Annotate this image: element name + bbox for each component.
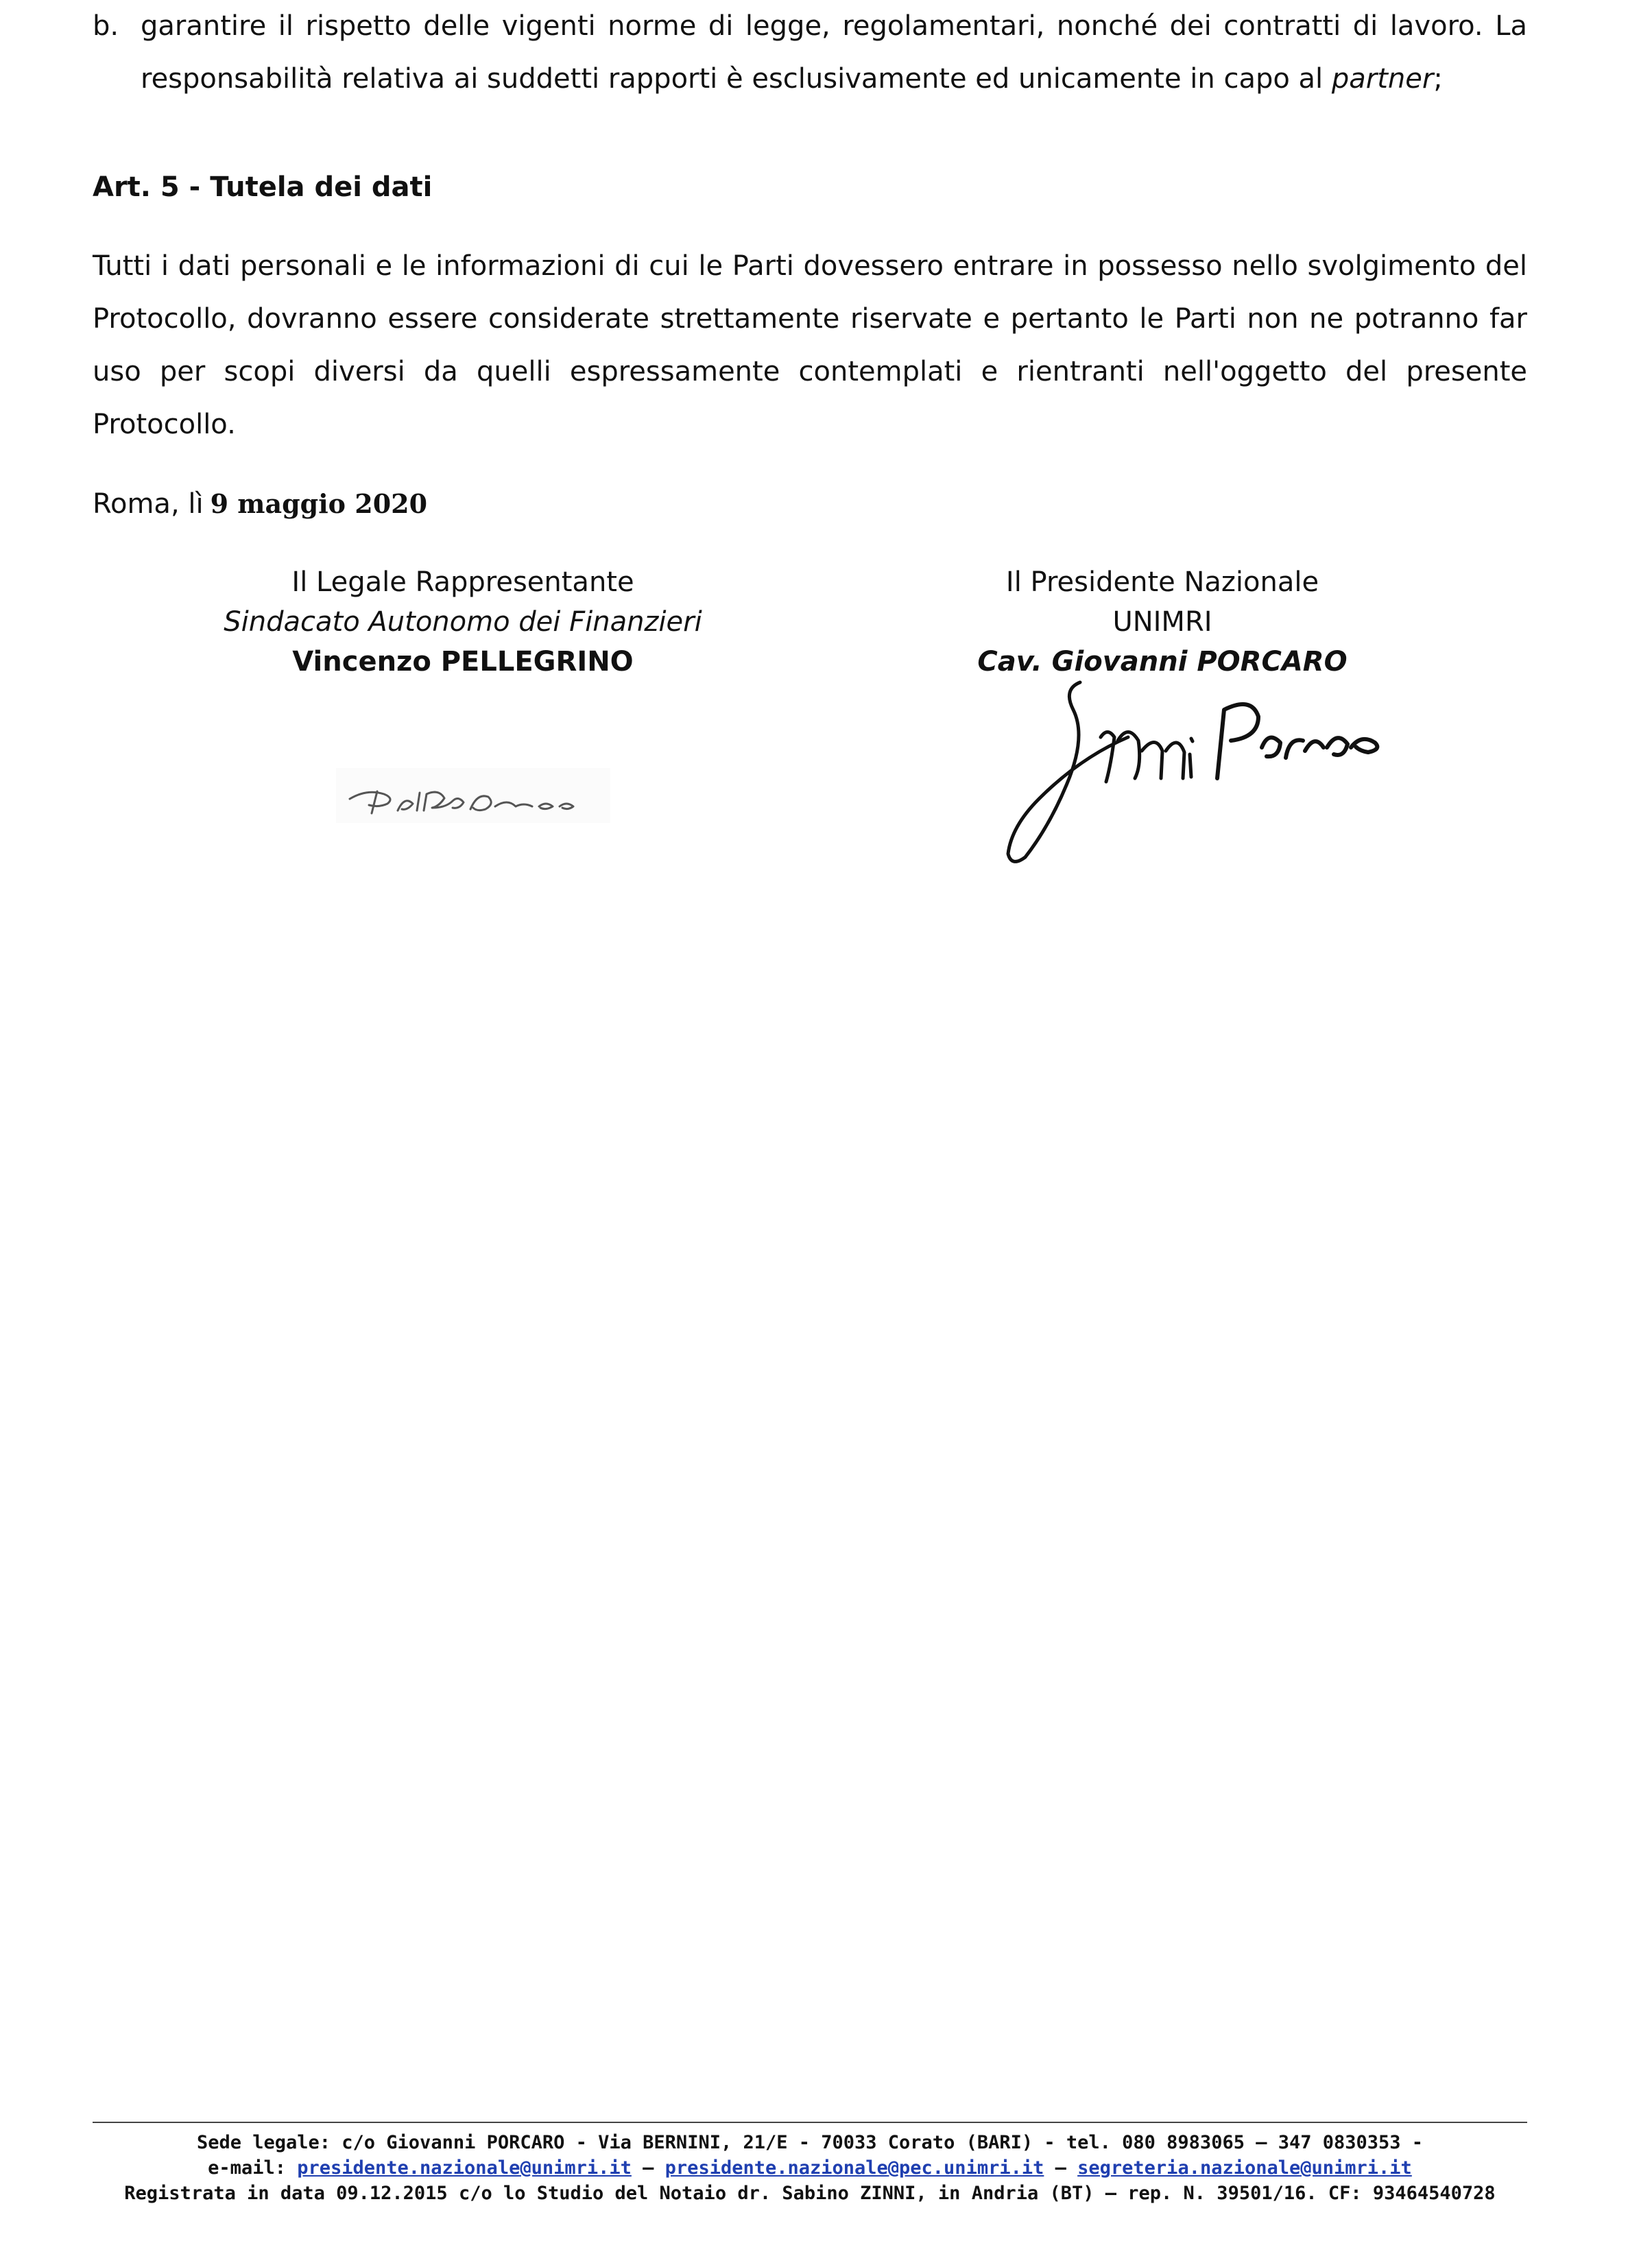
email-link-pec[interactable]: presidente.nazionale@pec.unimri.it [665,2157,1044,2179]
article-body: Tutti i dati personali e le informazioni di cui le Parti dovessero entrare in possesso nello svolgimento del Protocollo, dovranno essere considerate strettamente riservate e pertanto le Parti non ne potranno far uso per scopi diversi da quelli espressamente contemplati e rientranti nell'oggetto del presente Protocollo. [93,250,1527,440]
signatory-right-name: Cav. Giovanni PORCARO [977,646,1348,678]
list-item-text [141,0,1527,106]
email-link-segreteria[interactable]: segreteria.nazionale@unimri.it [1077,2157,1412,2179]
list-item-b [93,0,1527,106]
signatory-left-name: Vincenzo PELLEGRINO [292,646,634,678]
signature-right-image [998,662,1389,867]
footer-email-label: e-mail: [208,2157,298,2179]
list-item-text-italic: partner [1331,63,1434,95]
date-line [93,480,427,528]
email-link-presidente[interactable]: presidente.nazionale@unimri.it [297,2157,632,2179]
signatory-right-role: Il Presidente Nazionale [1005,566,1319,598]
page-footer [93,2130,1527,2206]
list-marker: b. [93,10,119,42]
footer-email-line [93,2155,1527,2181]
signatory-right-organization: UNIMRI [1112,606,1212,638]
date-prefix: Roma, lì [93,488,204,520]
signatory-left-role: Il Legale Rappresentante [291,566,634,598]
date-value: 9 maggio 2020 [210,488,428,519]
list-item-text-end: ; [1433,63,1443,95]
footer-address-line: Sede legale: c/o Giovanni PORCARO - Via BERNINI, 21/E - 70033 Corato (BARI) - tel. 080 8983065 – 347 0830353 - [196,2132,1424,2153]
footer-divider [93,2122,1527,2123]
footer-email-separator: – [1044,2157,1078,2179]
footer-registration-line: Registrata in data 09.12.2015 c/o lo Studio del Notaio dr. Sabino ZINNI, in Andria (BT) – rep. N. 39501/16. CF: 93464540728 [124,2183,1496,2204]
list-item-text-main: garantire il rispetto delle vigenti norme di legge, regolamentari, nonché dei contratti di lavoro. La responsabilità relativa ai suddetti rapporti è esclusivamente ed unicamente in capo al [141,10,1527,95]
signature-left-image [336,768,610,823]
signatory-left-organization: Sindacato Autonomo dei Finanzieri [224,606,702,638]
signatory-left [154,562,771,682]
footer-email-separator: – [631,2157,665,2179]
article-heading: Art. 5 - Tutela dei dati [93,171,433,203]
